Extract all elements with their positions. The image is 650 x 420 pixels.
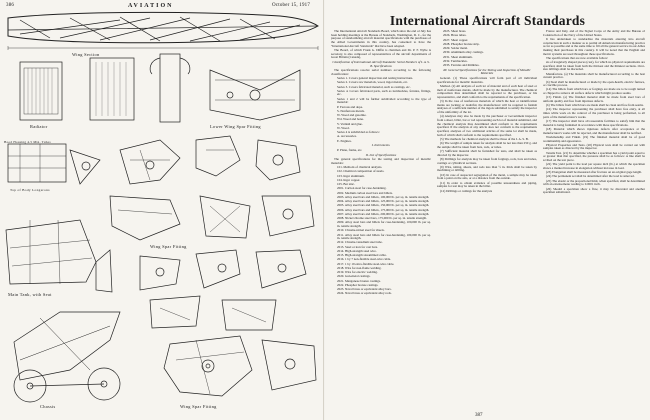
paragraph: 2001. Carbon steel for case-hardening. xyxy=(337,186,387,191)
paragraph: 2031. Sheet aluminum. xyxy=(443,54,473,59)
right-page xyxy=(325,0,650,420)
issue-date: October 15, 1917 xyxy=(272,3,311,8)
paragraph: (12) Drillings or cuttings for the analysis xyxy=(440,188,493,193)
paragraph: 2009. Alloy steel bars and billets for case-hardening, 100,000 lb. per sq. in. tensile strength. xyxy=(337,220,431,229)
paragraph: 102. Chemical composition of steels. xyxy=(337,169,385,174)
paragraph: (24) The permanent set shall be determined after the load is removed. xyxy=(546,174,635,179)
lower-fitting-drawing xyxy=(210,70,300,120)
paragraph: The International Aircraft Standards Board, which since the end of July has been holding meetings at the Bureau of Standards, Washington, D. C., for the purpose of standardizing aircraft material specifications with the purchases of the Allied Governments in this country, has consented to have the "International Aircraft Standards" that have been adopted. xyxy=(331,30,431,48)
paragraph: 2010. Chrome-nickel steel for sheets. xyxy=(337,228,385,233)
paragraph: 2006. Alloy steel bars and billets, 175,000 lb. per sq. in. tensile strength. xyxy=(337,207,430,212)
paragraph: 2019. Wire for electric welding. xyxy=(337,270,378,275)
paragraph: Series 3. Covers fabricated material, such as castings, etc. xyxy=(337,84,411,89)
paragraph: sis of irregularly shaped pieces (cast), for which no physical requirements are specified, shall be taken from both the thickest and the thinnest sections. Over-size drillings shall be discarded. xyxy=(543,60,645,72)
paragraph: 2020. Gun-metal castings. xyxy=(337,274,371,279)
paragraph: (b) The billets from which bars are made shall be clean and free from seams. xyxy=(546,103,644,108)
paragraph: 101. Methods of chemical analysis. xyxy=(337,165,383,170)
paragraph: 2021. Manganese bronze castings. xyxy=(337,278,381,283)
paragraph: (6) The weight of sample taken for analysis shall be not less than 250 g. and the sample shall be taken from bars, rods, or tubes. xyxy=(437,141,537,149)
paragraph: 2005. Alloy steel bars and billets, 150,000 lb. per sq. in. tensile strength. xyxy=(337,203,430,208)
paragraph: 2032. Turnbuckles. xyxy=(443,58,468,63)
paragraph: 2030. Aluminum alloy castings. xyxy=(443,50,484,55)
paragraph: P. Plane, frame, etc. xyxy=(337,147,363,152)
paragraph: 2014. High-strength steel wire. xyxy=(337,248,377,253)
column-1 xyxy=(331,30,431,414)
paragraph: Classification of International Aircraft Standards: Serial Numbers of I. A. S. B. Specifications xyxy=(332,59,430,68)
paragraph: (22) The yield point is the load per square inch (lb.) at which the specimen shows a marked increase in elongation without increase in load. xyxy=(543,162,645,170)
paragraph: (3) In the case of nonferrous materials of which the heat or identification marks are lacking or doubtful, the manufacturer will be required to furnish analyses of a sufficient number of the ingots submitted to satisfy the inspector of the uniformity of the lot. xyxy=(437,99,537,115)
paragraph: 2008. Nickel chrome steel bars, 175,000 lb. per sq. in. tensile strength. xyxy=(337,216,427,221)
paragraph: (15) Finish. (a) The finished material shall be made from steel bars of uniform quality and free from injurious defects. xyxy=(543,95,645,103)
paragraph: 2018. Wire for non-flame welding. xyxy=(337,265,382,270)
technical-drawings xyxy=(0,0,324,420)
paragraph: 2017. 1 by 19 extra-flexible steel-wire cable. xyxy=(337,261,395,266)
paragraph: Series 2. Covers raw materials, wood, ingot metals, etc. xyxy=(337,80,408,85)
caption-spar-fitting-1: Wing Spar Fitting xyxy=(150,244,187,249)
caption-lower-fitting: Lower Wing Spar Fitting xyxy=(210,124,261,129)
paragraph: The Board, of which Frank G. Diffin is chairman and Dr. P. F. Wylie is secretary, is also composed of representatives of the aircraft departments of Great Britain (Canada), xyxy=(331,47,431,60)
paragraph: 2023. Naval brass or equivalent alloy bars. xyxy=(337,287,392,292)
caption-hood-housing: Hood Housing 4.5 Min. Tubes xyxy=(4,140,51,144)
paragraph: I. Instruments. xyxy=(371,143,391,148)
paragraph: Series 1. Covers general inspection and testing instructions. xyxy=(337,76,414,81)
paragraph: (9) Wire, tubing, sheets, and rods less than ½ in. thick shall be taken by machining or drilling. xyxy=(437,164,537,173)
paragraph: The specifications that are now available follow: xyxy=(546,55,609,60)
paragraph: Series 1 and 2 will be further subdivided according to the type of material: xyxy=(337,96,431,105)
paragraph: 2003. Alloy steel bars and billets, 100,000 lb. per sq. in. tensile strength. xyxy=(337,194,430,199)
paragraph: W. Wood. xyxy=(337,125,350,130)
wing-spar-fitting-bottom xyxy=(164,336,316,396)
paragraph: (4) Analyses may also be made by the purchaser or Government inspector from a sheet, billet, bar or rod representing each lot of material submitted, and the chemical analysis thus determined shall conform to the requirements specified. If the analysis of any article does not conform to the requirements specified, analyses of two additional articles of the same lot shall be made, both of which shall conform to the requirements specified. xyxy=(437,114,537,137)
paragraph: 2024. Naval brass or equivalent alloy rods. xyxy=(337,291,392,296)
paragraph: 2028. Phosphor bronze strip. xyxy=(443,41,480,46)
paragraph: II. List of Specifications xyxy=(365,152,397,157)
paragraph: (26) Should a specimen show a flaw, it may be discarded and another specimen substituted. xyxy=(543,186,645,195)
paragraph: The specifications resolve serial numbers according to the following classification: xyxy=(331,68,431,76)
caption-main-tank: Main Tank, with Seat xyxy=(8,292,52,297)
paragraph: The general specifications for the testing and inspection of metallic materials: xyxy=(331,157,431,165)
paragraph: (b) Steel shall be manufactured or made by the open-hearth, electric furnace, or crucible process. xyxy=(543,79,645,88)
page-number-right: 387 xyxy=(475,413,483,418)
paragraph: E. Engines. xyxy=(337,138,352,143)
radiator-drawing xyxy=(20,54,190,122)
left-page xyxy=(0,0,324,420)
paragraph: (7) Sufficient material shall be furnished for tests, and shall be taken as directed by the inspector. xyxy=(437,149,537,157)
paragraph: S. Nonferrous metals. xyxy=(337,108,365,113)
paragraph: (17) The inspector shall have all reasonable facilities to satisfy him that the material is being furnished in accordance with these specifications. xyxy=(543,119,645,127)
paragraph: Series 4 is subdivided as follows: xyxy=(337,130,380,135)
main-tank-drawing xyxy=(6,220,112,292)
paragraph: France and Italy, and of the Signal Corps of the Army and the Bureau of Construction of the Navy of the United States. xyxy=(543,30,645,37)
paragraph: 2012. Chrome-vanadium steel tube. xyxy=(337,240,383,245)
paragraph: 2026. Brass tubes. xyxy=(443,33,467,38)
paragraph: III. General Specifications for the Testing and Inspection of Metallic Materials xyxy=(443,67,531,76)
paragraph: 104. Ingot copper. xyxy=(337,177,361,182)
paragraph: Method. (2) All analysis of each lot of material and of each heat of steel or melt of nonferrous metals, shall be made by the manufacturer. The chemical composition thus determined shall be reported to the purchaser, or his representative, and shall conform to the requirements of the specification. xyxy=(437,83,537,99)
paragraph: 103. Ingot aluminum. xyxy=(337,173,365,178)
fittings-row-drawing xyxy=(140,250,306,330)
paragraph: 2025. Sheet brass. xyxy=(443,30,467,33)
spar-fittings-drawing xyxy=(110,136,314,240)
paragraph: 2004. Alloy steel bars and billets, 125,000 lb. per sq. in. tensile strength. xyxy=(337,199,430,204)
paragraph: V. Varnish and glue. xyxy=(337,121,363,126)
paragraph: W. Wood and gasoline. xyxy=(337,113,367,118)
article-title: International Aircraft Standards xyxy=(389,13,586,28)
caption-radiator: Radiator xyxy=(30,124,48,129)
paragraph: 2016. 1 by 7 non-flexible steel-wire cable. xyxy=(337,257,391,262)
column-2 xyxy=(437,30,537,414)
paragraph: 2033. Ferrules and thimbles. xyxy=(443,63,480,67)
body-longeron-fitting xyxy=(8,144,100,184)
paragraph: 105. Bar zinc. xyxy=(337,182,355,187)
chassis-drawing xyxy=(14,312,120,402)
paragraph: Tensile Test. (21) To determine whether a specimen has a yield point equal to or greater than that specified, the pressure shall be as follows: A line shall be scribed on the test piece. xyxy=(543,150,645,162)
paragraph: 2029. Solder metal. xyxy=(443,46,468,50)
paragraph: A. Accessories. xyxy=(337,134,357,139)
paragraph: (10) In case of suspected segregation of the metal, a sample may be taken from a point on the axis, or at a distance from the outside. xyxy=(437,172,537,181)
paragraph: (16) The inspector representing the purchaser shall have free entry, at all times while work on the contract of the purchaser is being performed, to all parts of the manufacturer's works. xyxy=(543,107,645,119)
paragraph: 2015. High-strength streamlined cable. xyxy=(337,253,387,258)
paragraph: P. Ferrous and dope. xyxy=(337,104,363,109)
paragraph: Series 4. Covers fabricated parts, such as turnbuckles, ferrules, fittings, etc. xyxy=(337,88,431,97)
paragraph: General. (1) These specifications will form part of all individual specifications for metallic materials. xyxy=(437,75,537,84)
paragraph: Wd. Wood and bone. xyxy=(337,117,364,122)
column-3 xyxy=(543,30,645,414)
paragraph: (14) The billets from which bars or forgings are made are to be rough turned or chipped to remove all surface defects which might produce seams. xyxy=(543,87,645,96)
paragraph: 2007. Alloy steel bars and billets, 200,000 lb. per sq. in. tensile strength. xyxy=(337,211,430,216)
paragraph: 2022. Phosphor bronze castings. xyxy=(337,282,379,287)
magazine-title: AVIATION xyxy=(128,3,174,9)
caption-spar-fitting-2: Wing Spar Fitting xyxy=(180,404,217,409)
paragraph: 2002. Medium carbon steel bars and billets. xyxy=(337,190,393,195)
caption-top-longerons: Top of Body Longerons xyxy=(10,188,50,192)
paragraph: (11) In order to obtain evidence of possible unsoundness and piping, samples for test may be taken in the billet. xyxy=(437,180,537,189)
paragraph: (18) Material which shows injurious defects after acceptance at the manufacturer's works will be rejected, and the manufacturer shall be notified. xyxy=(543,126,645,135)
paragraph: (8) Drillings for analysis may be taken from forgings, rods, bars and tubes, castings or cylindrical sections. xyxy=(437,156,537,165)
paragraph: Manufacture. (a) The materials shall be manufactured according to the best current practice. xyxy=(543,71,645,80)
caption-chassis: Chassis xyxy=(40,404,56,409)
paragraph: Physical Properties and Tests. (20) Physical tests shall be carried out with samples taken as directed by the inspector. xyxy=(543,142,645,151)
caption-wing-section: Wing Section xyxy=(72,52,100,57)
page-number-left: 386 xyxy=(6,3,15,8)
paragraph: 2011. Alloy steel bars and billets for case-hardening, 100,000 lb. per sq. in. tensile strength. xyxy=(337,232,431,241)
paragraph: (25) The elastic or the proportional limit, when specified, shall be determined with an extensometer reading to 0.0001 inch. xyxy=(543,178,645,187)
wing-section-drawing xyxy=(8,12,318,50)
paragraph: Workmanship and Finish. (19) The finished material shall be of good workmanship and appearance. xyxy=(543,134,645,143)
paragraph: 2013. Steel or iron for cast bars. xyxy=(337,244,378,249)
paragraph: (23) Elongation shall be measured after fracture on an original gage length. xyxy=(546,170,642,175)
paragraph: (5) The methods for chemical analysis shall be those of the I. A. S. B. xyxy=(440,136,529,141)
paragraph: It has undertaken to standardize the materials entering into aircraft construction in such a manner as to permit all American manufacturing practice as far as possible and at the same time to fill all the general service in our Allies making their purchases in this country. It will be noted that the English and metric systems are used throughout these specifications. xyxy=(543,36,645,56)
paragraph: 2027. Sheet copper. xyxy=(443,37,469,42)
